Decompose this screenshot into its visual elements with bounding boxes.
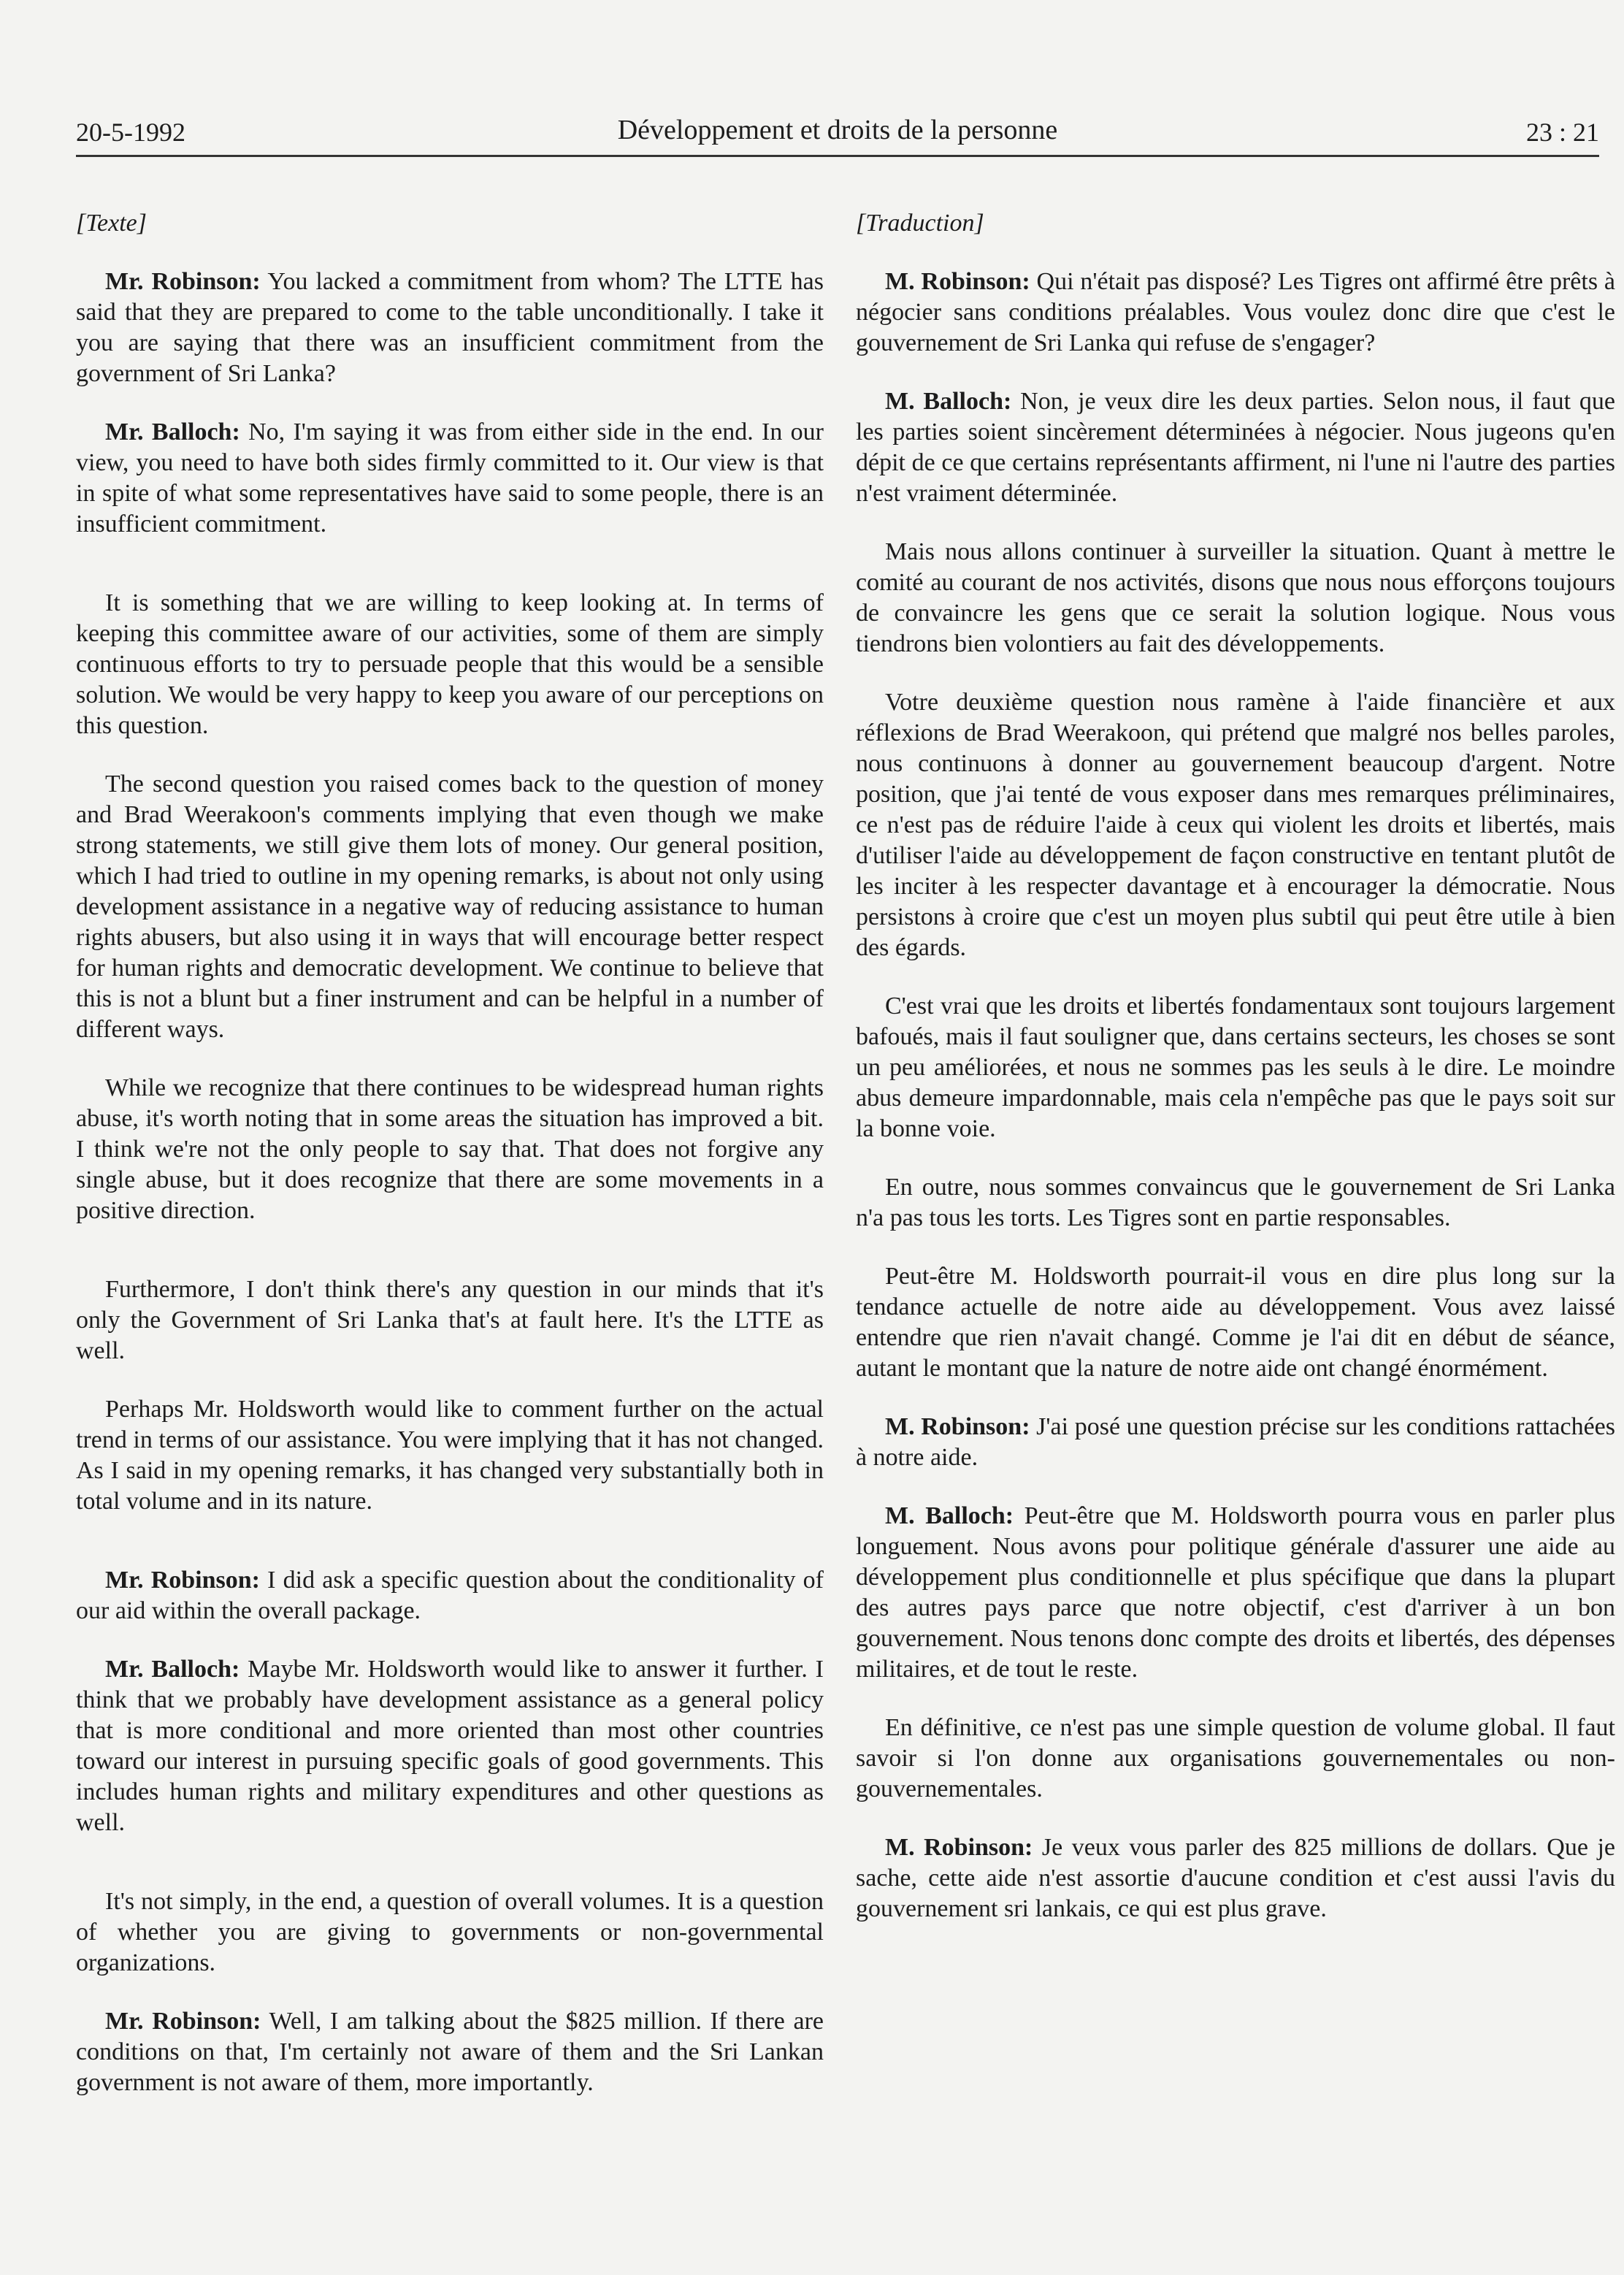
paragraph: It's not simply, in the end, a question of overall volumes. It is a question of whether you are giving to governments or non-governmental organizations. xyxy=(76,1888,824,1976)
speaker-name: M. Balloch: xyxy=(885,1502,1014,1529)
paragraph: The second question you raised comes back to the question of money and Brad Weerakoon's comments implying that even though we make strong statements, we still give them lots of money. Our general position, which I had tried to outline in my opening remarks, is about not only using development assistance in a negative way of reducing assistance to human rights abusers, but also using it in ways that will encourage better respect for human rights and democratic development. We continue to believe that this is not a blunt but a finer instrument and can be helpful in a number of different ways. xyxy=(76,771,824,1043)
header-date: 20-5-1992 xyxy=(76,118,185,147)
paragraph xyxy=(76,1654,824,1838)
speaker-name: M. Robinson: xyxy=(885,1413,1030,1440)
paragraph-text: Peut-être que M. Holdsworth pourra vous en parler plus longuement. Nous avons pour politique générale d'assurer une aide au développement plus conditionnelle et plus spécifique que dans la plupart des autres pays parce que notre objectif, c'est d'arriver à un bon gouvernement. Nous tenons donc compte des droits et libertés, des dépenses militaires, et de tout le reste. xyxy=(856,1502,1615,1683)
paragraph xyxy=(856,1832,1615,1924)
paragraph xyxy=(856,267,1615,359)
paragraph: C'est vrai que les droits et libertés fondamentaux sont toujours largement bafoués, mais il faut souligner que, dans certains secteurs, les choses se sont un peu améliorées, et nous ne sommes pas les seuls à le dire. Le moindre abus demeure impardonnable, mais cela n'empêche pas que le pays soit sur la bonne voie. xyxy=(856,993,1615,1142)
paragraph: En outre, nous sommes convaincus que le gouvernement de Sri Lanka n'a pas tous les torts. Les Tigres sont en partie responsables. xyxy=(856,1174,1615,1231)
paragraph-text: No, I'm saying it was from either side in the end. In our view, you need to have both sides firmly committed to it. Our view is that in spite of what some representatives have said to some people, there is an insufficient commitment. xyxy=(76,418,824,538)
text-label: [Texte] xyxy=(76,210,147,237)
french-column xyxy=(856,208,1615,1952)
paragraph-text: J'ai posé une question précise sur les conditions rattachées à notre aide. xyxy=(856,1413,1616,1471)
paragraph: Peut-être M. Holdsworth pourrait-il vous en dire plus long sur la tendance actuelle de notre aide au développement. Vous avez laissé entendre que rien n'avait changé. Comme je l'ai dit en début de séance, autant le montant que la nature de notre aide ont changé énormément. xyxy=(856,1263,1615,1382)
paragraph-text: Non, je veux dire les deux parties. Selon nous, il faut que les parties soient sincèrement déterminées à négocier. Nous jugeons qu'en dépit de ce que certains représentants affirment, ni l'une ni l'autre des parties n'est vraiment déterminée. xyxy=(856,388,1615,507)
paragraph xyxy=(76,417,824,540)
paragraph-text: Well, I am talking about the $825 million. If there are conditions on that, I'm certainly not aware of them and the Sri Lankan government is not aware of them, more importantly. xyxy=(76,2008,824,2096)
paragraph xyxy=(856,1501,1615,1685)
paragraph-text: Maybe Mr. Holdsworth would like to answer it further. I think that we probably have development assistance as a general policy that is more conditional and more oriented than most other countries toward our interest in pursuing specific goals of good governments. This includes human rights and military expenditures and other questions as well. xyxy=(76,1656,824,1836)
paragraph xyxy=(76,267,824,389)
paragraph-text: I did ask a specific question about the conditionality of our aid within the overall package. xyxy=(76,1567,824,1624)
paragraph: Perhaps Mr. Holdsworth would like to comment further on the actual trend in terms of our assistance. You were implying that it has not changed. As I said in my opening remarks, it has changed very substantially both in total volume and in its nature. xyxy=(76,1396,824,1515)
paragraph xyxy=(856,1412,1615,1473)
speaker-name: Mr. Robinson: xyxy=(105,268,261,295)
speaker-name: Mr. Balloch: xyxy=(105,418,240,446)
paragraph xyxy=(856,386,1615,509)
header-page-number: 23 : 21 xyxy=(1525,118,1599,147)
header-title: Développement et droits de la personne xyxy=(617,115,1058,145)
speaker-name: Mr. Balloch: xyxy=(105,1656,240,1683)
running-header xyxy=(76,117,1599,157)
paragraph: Furthermore, I don't think there's any question in our minds that it's only the Government of Sri Lanka that's at fault here. It's the LTTE as well. xyxy=(76,1276,824,1364)
paragraph: It is something that we are willing to keep looking at. In terms of keeping this committee aware of our activities, some of them are simply continuous efforts to try to persuade people that this would be a sensible solution. We would be very happy to keep you aware of our perceptions on this question. xyxy=(76,589,824,739)
translation-label: [Traduction] xyxy=(856,210,984,237)
speaker-name: M. Robinson: xyxy=(885,1834,1033,1861)
paragraph: Votre deuxième question nous ramène à l'aide financière et aux réflexions de Brad Weerakoon, qui prétend que malgré nos belles paroles, nous continuons à donner au gouvernement beaucoup d'argent. Notre position, que j'ai tenté de vous exposer dans mes remarques préliminaires, ce n'est pas de réduire l'aide à ceux qui violent les droits et libertés, mais d'utiliser l'aide au développement de façon constructive en tentant plutôt de les inciter à les respecter davantage et à encourager la démocratie. Nous persistons à croire que c'est un moyen plus subtil qui peut être utile à bien des égards. xyxy=(856,689,1615,961)
paragraph xyxy=(76,1565,824,1626)
paragraph-text: You lacked a commitment from whom? The LTTE has said that they are prepared to come to the table unconditionally. I take it you are saying that there was an insufficient commitment from the government of Sri Lanka? xyxy=(76,268,824,387)
paragraph: En définitive, ce n'est pas une simple question de volume global. Il faut savoir si l'on donne aux organisations gouvernementales ou non-gouvernementales. xyxy=(856,1714,1615,1802)
paragraph: While we recognize that there continues to be widespread human rights abuse, it's worth noting that in some areas the situation has improved a bit. I think we're not the only people to say that. That does not forgive any single abuse, but it does recognize that there are some movements in a positive direction. xyxy=(76,1074,824,1224)
speaker-name: Mr. Robinson: xyxy=(105,2008,261,2035)
speaker-name: M. Robinson: xyxy=(885,268,1030,295)
paragraph-text: Qui n'était pas disposé? Les Tigres ont affirmé être prêts à négocier sans conditions préalables. Vous voulez donc dire que c'est le gouvernement de Sri Lanka qui refuse de s'engager? xyxy=(856,268,1615,356)
paragraph-text: Je veux vous parler des 825 millions de dollars. Que je sache, cette aide n'est assortie d'aucune condition et c'est aussi l'avis du gouvernement sri lankais, ce qui est plus grave. xyxy=(856,1834,1616,1922)
speaker-name: M. Balloch: xyxy=(885,388,1012,415)
paragraph xyxy=(76,2006,824,2098)
english-column xyxy=(76,208,824,2126)
paragraph: Mais nous allons continuer à surveiller la situation. Quant à mettre le comité au courant de nos activités, disons que nous nous efforçons toujours de convaincre les gens que ce serait la solution logique. Nous vous tiendrons bien volontiers au fait des développements. xyxy=(856,538,1615,657)
speaker-name: Mr. Robinson: xyxy=(105,1567,261,1594)
